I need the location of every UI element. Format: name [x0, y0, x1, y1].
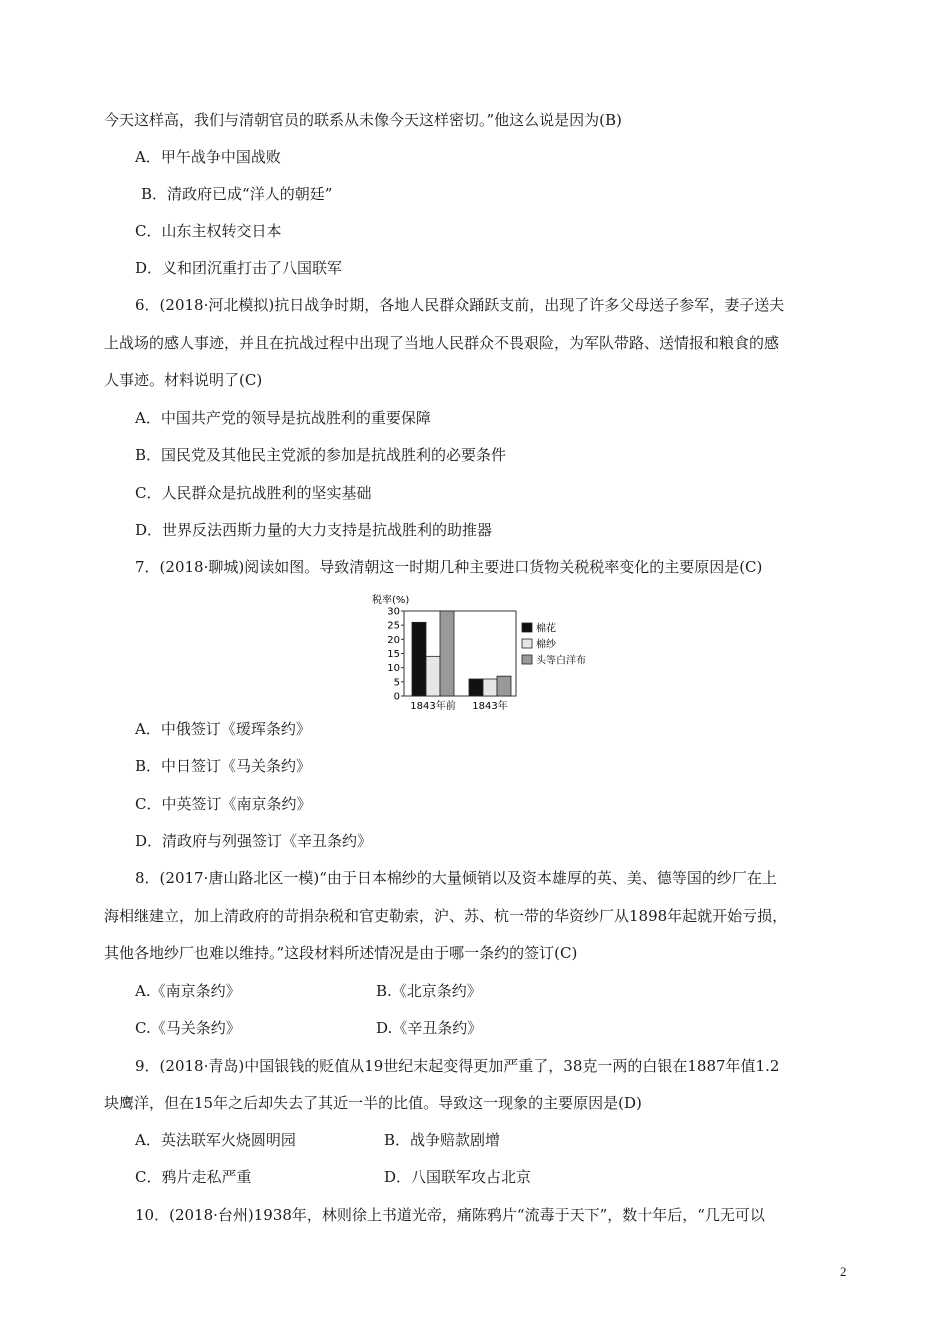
option-c: C．鸦片走私严重 — [135, 1168, 252, 1186]
option-a: A.《南京条约》 — [135, 982, 241, 1000]
option-d: D．八国联军攻占北京 — [384, 1168, 532, 1186]
y-tick-label: 10 — [387, 663, 400, 675]
option-b: B．中日签订《马关条约》 — [135, 757, 312, 775]
option-b: B．国民党及其他民主党派的参加是抗战胜利的必要条件 — [135, 446, 507, 464]
option-c: C．山东主权转交日本 — [135, 222, 282, 240]
option-b: B.《北京条约》 — [376, 982, 482, 1000]
option-b: B．清政府已成“洋人的朝廷” — [141, 185, 333, 203]
question-6: 6．(2018·河北模拟)抗日战争时期，各地人民群众踊跃支前，出现了许多父母送子参军，妻子送夫 — [135, 296, 785, 314]
option-a: A．中俄签订《瑷珲条约》 — [135, 720, 311, 738]
option-a: A．中国共产党的领导是抗战胜利的重要保障 — [135, 409, 431, 427]
y-tick-label: 5 — [393, 677, 400, 689]
y-tick-label: 25 — [387, 620, 400, 632]
text-line: 人事迹。材料说明了(C) — [104, 371, 263, 389]
text-line: 块鹰洋，但在15年之后却失去了其近一半的比值。导致这一现象的主要原因是(D) — [104, 1094, 642, 1112]
question-7: 7．(2018·聊城)阅读如图。导致清朝这一时期几种主要进口货物关税税率变化的主要原因是(C) — [135, 558, 763, 576]
legend-swatch — [522, 639, 532, 648]
question-9: 9．(2018·青岛)中国银钱的贬值从19世纪末起变得更加严重了，38克一两的白银在1887年值1.2 — [135, 1057, 780, 1075]
text-line: 上战场的感人事迹，并且在抗战过程中出现了当地人民群众不畏艰险，为军队带路、送情报和粮食的感 — [104, 334, 780, 352]
option-d: D．清政府与列强签订《辛丑条约》 — [135, 832, 373, 850]
option-c: C．人民群众是抗战胜利的坚实基础 — [135, 484, 372, 502]
bar — [412, 622, 426, 696]
y-tick-label: 15 — [387, 649, 400, 660]
option-d: D．世界反法西斯力量的大力支持是抗战胜利的助推器 — [135, 521, 493, 539]
option-d: D.《辛丑条约》 — [376, 1019, 483, 1037]
option-b: B．战争赔款剧增 — [384, 1131, 501, 1149]
y-tick-label: 30 — [387, 606, 400, 618]
legend-label: 头等白洋布 — [536, 655, 586, 667]
bar — [426, 656, 440, 696]
option-c: C.《马关条约》 — [135, 1019, 241, 1037]
option-c: C．中英签订《南京条约》 — [135, 795, 312, 813]
option-a: A．甲午战争中国战败 — [135, 148, 281, 166]
legend-swatch — [522, 655, 532, 664]
x-tick-label: 1843年 — [472, 701, 508, 712]
option-a: A．英法联军火烧圆明园 — [135, 1131, 296, 1149]
page-number: 2 — [840, 1264, 847, 1279]
legend-swatch — [522, 623, 532, 632]
y-tick-label: 0 — [393, 691, 400, 703]
question-10: 10．(2018·台州)1938年，林则徐上书道光帝，痛陈鸦片“流毒于天下”，数十年后，“几无可以 — [135, 1206, 765, 1224]
question-8: 8．(2017·唐山路北区一模)“由于日本棉纱的大量倾销以及资本雄厚的英、美、德等国的纱厂在上 — [135, 869, 777, 887]
y-tick-label: 20 — [387, 634, 400, 646]
legend-label: 棉纱 — [536, 639, 556, 651]
text-line: 今天这样高，我们与清朝官员的联系从未像今天这样密切。”他这么说是因为(B) — [104, 111, 622, 129]
bar — [469, 679, 483, 696]
bar — [483, 679, 497, 696]
bar — [497, 676, 511, 696]
bar — [440, 611, 454, 696]
text-line: 海相继建立，加上清政府的苛捐杂税和官吏勒索，沪、苏、杭一带的华资纱厂从1898年起就开始亏损， — [104, 907, 788, 925]
option-d: D．义和团沉重打击了八国联军 — [135, 259, 343, 277]
y-axis-label: 税率(%) — [372, 595, 410, 606]
tariff-bar-chart — [372, 593, 612, 713]
legend-label: 棉花 — [536, 623, 556, 635]
x-tick-label: 1843年前 — [410, 701, 456, 712]
text-line: 其他各地纱厂也难以维持。”这段材料所述情况是由于哪一条约的签订(C) — [104, 944, 578, 962]
